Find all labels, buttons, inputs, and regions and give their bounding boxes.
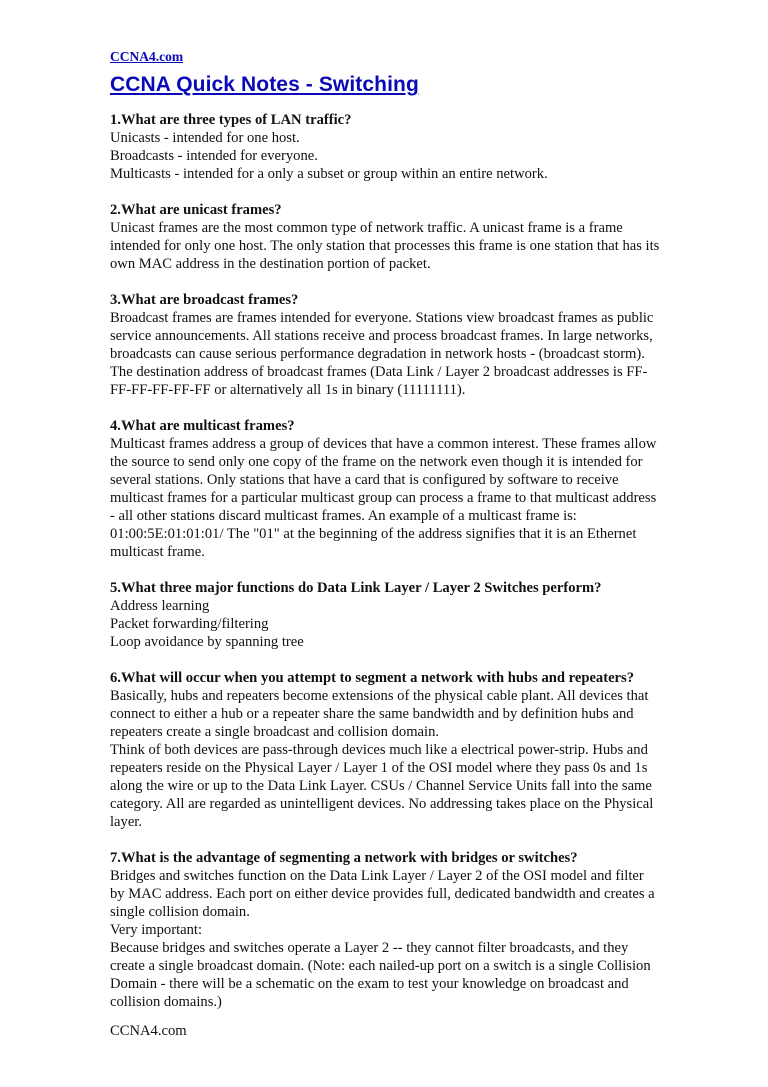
answer-line: service announcements. All stations receive and process broadcast frames. In large networks,: [110, 328, 653, 344]
question-heading: 4.What are multicast frames?: [110, 418, 295, 434]
page-title[interactable]: CCNA Quick Notes - Switching: [110, 73, 419, 96]
answer-line: single collision domain.: [110, 904, 250, 920]
answer-line: several stations. Only stations that have a card that is configured by software to receive: [110, 472, 619, 488]
answer-line: Multicasts - intended for a only a subset or group within an entire network.: [110, 166, 548, 182]
answer-line: Bridges and switches function on the Data Link Layer / Layer 2 of the OSI model and filter: [110, 868, 644, 884]
answer-line: Unicasts - intended for one host.: [110, 130, 300, 146]
answer-line: Broadcast frames are frames intended for everyone. Stations view broadcast frames as public: [110, 310, 654, 326]
document-page: [110, 50, 710, 1029]
answer-line: Broadcasts - intended for everyone.: [110, 148, 318, 164]
answer-line: Unicast frames are the most common type of network traffic. A unicast frame is a frame: [110, 220, 623, 236]
answer-line: category. All are regarded as unintelligent devices. No addressing takes place on the Physical: [110, 796, 654, 812]
question-heading: 6.What will occur when you attempt to segment a network with hubs and repeaters?: [110, 670, 635, 686]
question-heading: 5.What three major functions do Data Link Layer / Layer 2 Switches perform?: [110, 580, 602, 596]
answer-line: collision domains.): [110, 994, 222, 1010]
note-section: [110, 201, 710, 273]
site-link[interactable]: CCNA4.com: [110, 49, 184, 64]
answer-line: broadcasts can cause serious performance degradation in network hosts - (broadcast storm).: [110, 346, 645, 362]
answer-line: the source to send only one copy of the frame on the network even though it is intended for: [110, 454, 643, 470]
question-heading: 2.What are unicast frames?: [110, 202, 282, 218]
note-section: [110, 111, 710, 183]
note-section: [110, 579, 710, 651]
answer-line: FF-FF-FF-FF-FF or alternatively all 1s in binary (11111111).: [110, 382, 466, 398]
answer-line: Domain - there will be a schematic on the exam to test your knowledge on broadcast and: [110, 976, 629, 992]
answer-line: multicast frames for a particular multicast group can process a frame to that multicast address: [110, 490, 657, 506]
answer-line: create a single broadcast domain. (Note: each nailed-up port on a switch is a single Collision: [110, 958, 651, 974]
answer-line: Think of both devices are pass-through devices much like a electrical power-strip. Hubs and: [110, 742, 648, 758]
question-heading: 7.What is the advantage of segmenting a network with bridges or switches?: [110, 850, 578, 866]
note-section: [110, 849, 710, 1011]
answer-line: - all other stations discard multicast frames. An example of a multicast frame is:: [110, 508, 577, 524]
answer-line: by MAC address. Each port on either device provides full, dedicated bandwidth and creates a: [110, 886, 655, 902]
answer-line: Multicast frames address a group of devices that have a common interest. These frames allow: [110, 436, 657, 452]
answer-line: 01:00:5E:01:01:01/ The "01" at the beginning of the address signifies that it is an Ethernet: [110, 526, 637, 542]
answer-line: along the wire or up to the Data Link Layer. CSUs / Channel Service Units fall into the same: [110, 778, 652, 794]
answer-line: own MAC address in the destination portion of packet.: [110, 256, 431, 272]
answer-line: Because bridges and switches operate a Layer 2 -- they cannot filter broadcasts, and they: [110, 940, 629, 956]
answer-line: Packet forwarding/filtering: [110, 616, 269, 632]
question-heading: 3.What are broadcast frames?: [110, 292, 299, 308]
answer-line: Loop avoidance by spanning tree: [110, 634, 304, 650]
answer-line: repeaters create a single broadcast and collision domain.: [110, 724, 440, 740]
question-heading: 1.What are three types of LAN traffic?: [110, 112, 352, 128]
answer-line: intended for only one host. The only station that processes this frame is one station that has its: [110, 238, 660, 254]
answer-line: Very important:: [110, 922, 203, 938]
note-section: [110, 417, 710, 561]
notes-sections: [110, 111, 710, 1011]
answer-line: multicast frame.: [110, 544, 205, 560]
answer-line: layer.: [110, 814, 143, 830]
footer-site: CCNA4.com: [110, 1023, 187, 1039]
answer-line: connect to either a hub or a repeater share the same bandwidth and by definition hubs and: [110, 706, 634, 722]
answer-line: The destination address of broadcast frames (Data Link / Layer 2 broadcast addresses is FF-: [110, 364, 648, 380]
note-section: [110, 291, 710, 399]
answer-line: repeaters reside on the Physical Layer / Layer 1 of the OSI model where they pass 0s and 1s: [110, 760, 648, 776]
answer-line: Basically, hubs and repeaters become extensions of the physical cable plant. All devices that: [110, 688, 649, 704]
answer-line: Address learning: [110, 598, 210, 614]
note-section: [110, 669, 710, 831]
